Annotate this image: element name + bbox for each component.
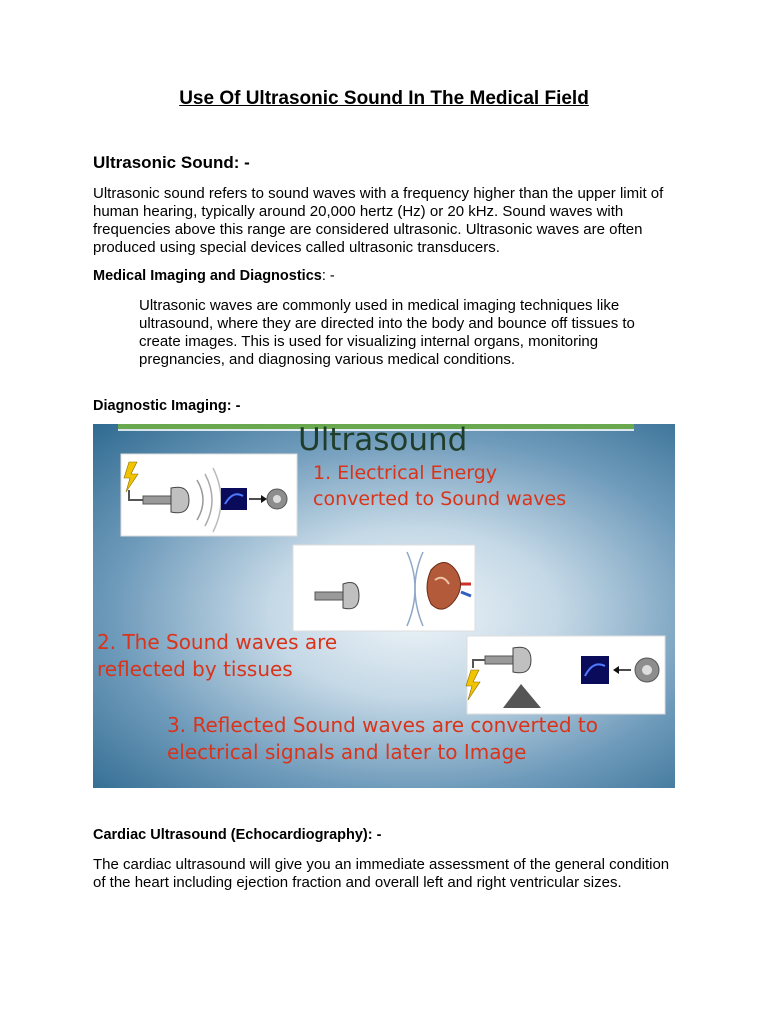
diagnostic-heading-text: Diagnostic Imaging: - (93, 398, 241, 414)
transducer-head-icon (171, 487, 189, 513)
imaging-heading-text: Medical Imaging and Diagnostics (93, 268, 322, 284)
transducer-handle-icon (143, 496, 171, 504)
imaging-paragraph: Ultrasonic waves are commonly used in medical imaging techniques like ultrasound, where they are directed into the body and bounce off tissues to create images. This is used for visualizing internal organs, monitoring pregnancies, and diagnosing various medical conditions. (139, 297, 635, 368)
imaging-heading (93, 268, 335, 284)
cardiac-paragraph: The cardiac ultrasound will give you an immediate assessment of the general condition of the heart including ejection fraction and overall left and right ventricular sizes. (93, 856, 670, 891)
cardiac-heading (93, 827, 381, 843)
figure-title: Ultrasound (298, 424, 468, 458)
ultrasound-figure (93, 424, 675, 788)
transducer-head-icon (513, 647, 531, 673)
figure-step-1: 1. Electrical Energy converted to Sound waves (313, 462, 567, 510)
transducer-head-icon (343, 583, 359, 609)
panel-signal-to-image (466, 636, 665, 714)
screen-image-icon (221, 488, 247, 510)
panel-transducer-energy (121, 454, 297, 536)
figure-step-2: 2. The Sound waves are reflected by tissues (97, 630, 338, 681)
panel-kidney-reflection (293, 545, 475, 631)
transducer-handle-icon (315, 592, 343, 600)
diagnostic-heading (93, 398, 240, 414)
intro-paragraph: Ultrasonic sound refers to sound waves with a frequency higher than the upper limit of human hearing, typically around 20,000 hertz (Hz) or 20 kHz. Sound waves with frequencies above this range are considered ultrasonic. Ultrasonic waves are often produced using special devices called ultrasonic transducers. (93, 185, 664, 256)
screen-image-icon (581, 656, 609, 684)
transducer-handle-icon (485, 656, 513, 664)
figure-step-3: 3. Reflected Sound waves are converted to electrical signals and later to Image (167, 713, 598, 764)
imaging-heading-suffix: : - (321, 268, 335, 284)
cardiac-heading-text: Cardiac Ultrasound (Echocardiography): - (93, 827, 382, 843)
section-heading-ultrasonic-sound: Ultrasonic Sound: - (93, 153, 250, 172)
document-title: Use Of Ultrasonic Sound In The Medical Field (179, 88, 589, 109)
